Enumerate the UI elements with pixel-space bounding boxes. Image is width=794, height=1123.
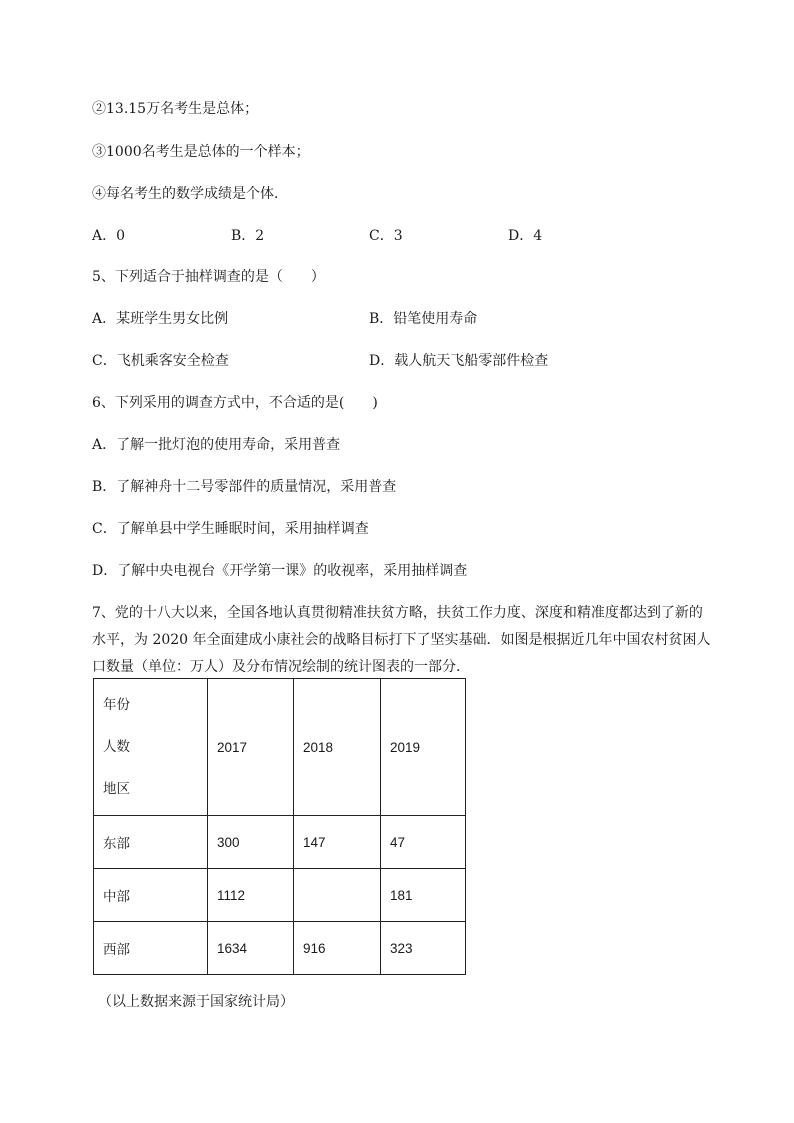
q4-option-b: B．2 (231, 228, 265, 244)
table-cell: 1112 (208, 869, 294, 922)
table-row (94, 816, 466, 869)
q5-option-b: B．铅笔使用寿命 (369, 311, 478, 327)
table-header-corner-cell (94, 679, 208, 816)
table-cell: 47 (381, 816, 466, 869)
table-row (94, 922, 466, 975)
q5-option-c: C．飞机乘客安全检查 (92, 353, 229, 369)
table-cell: 323 (381, 922, 466, 975)
q6-option-b: B．了解神舟十二号零部件的质量情况，采用普查 (92, 479, 397, 495)
table-cell: 147 (294, 816, 381, 869)
header-year-2017: 2017 (208, 679, 294, 816)
q4-option-c: C．3 (369, 228, 403, 244)
q6-stem: 6、下列采用的调查方式中，不合适的是( ) (92, 395, 378, 411)
statement-4: ④每名考生的数学成绩是个体. (92, 186, 279, 202)
table-cell (294, 869, 381, 922)
q6-option-c: C．了解单县中学生睡眠时间，采用抽样调查 (92, 521, 369, 537)
table-row (94, 869, 466, 922)
q6-option-d: D．了解中央电视台《开学第一课》的收视率，采用抽样调查 (92, 563, 468, 579)
table-cell: 916 (294, 922, 381, 975)
table-cell: 300 (208, 816, 294, 869)
statement-2: ②13.15万名考生是总体； (92, 101, 259, 117)
header-label-region: 地区 (103, 781, 130, 796)
q4-option-a: A．0 (92, 228, 126, 244)
q5-option-a: A．某班学生男女比例 (92, 311, 229, 327)
q4-option-d: D．4 (508, 228, 543, 244)
statement-3: ③1000名考生是总体的一个样本； (92, 144, 310, 160)
q6-option-a: A．了解一批灯泡的使用寿命，采用普查 (92, 437, 341, 453)
source-note: （以上数据来源于国家统计局） (98, 994, 294, 1010)
q7-stem-line-3: 口数量（单位：万人）及分布情况绘制的统计图表的一部分． (92, 659, 470, 675)
row-region-label: 西部 (94, 922, 208, 975)
poverty-population-table (93, 678, 466, 975)
row-region-label: 东部 (94, 816, 208, 869)
q5-stem: 5、下列适合于抽样调查的是（ ） (92, 269, 325, 285)
row-region-label: 中部 (94, 869, 208, 922)
q5-option-d: D．载人航天飞船零部件检查 (369, 353, 549, 369)
header-label-count: 人数 (103, 739, 130, 754)
header-year-2018: 2018 (294, 679, 381, 816)
table-cell: 1634 (208, 922, 294, 975)
table-cell: 181 (381, 869, 466, 922)
q7-stem-line-1: 7、党的十八大以来，全国各地认真贯彻精准扶贫方略，扶贫工作力度、深度和精准度都达到了新的 (92, 605, 703, 621)
header-label-year: 年份 (103, 697, 130, 712)
q7-stem-line-2: 水平，为 2020 年全面建成小康社会的战略目标打下了坚实基础．如图是根据近几年中国农村贫困人 (92, 632, 711, 648)
header-year-2019: 2019 (381, 679, 466, 816)
